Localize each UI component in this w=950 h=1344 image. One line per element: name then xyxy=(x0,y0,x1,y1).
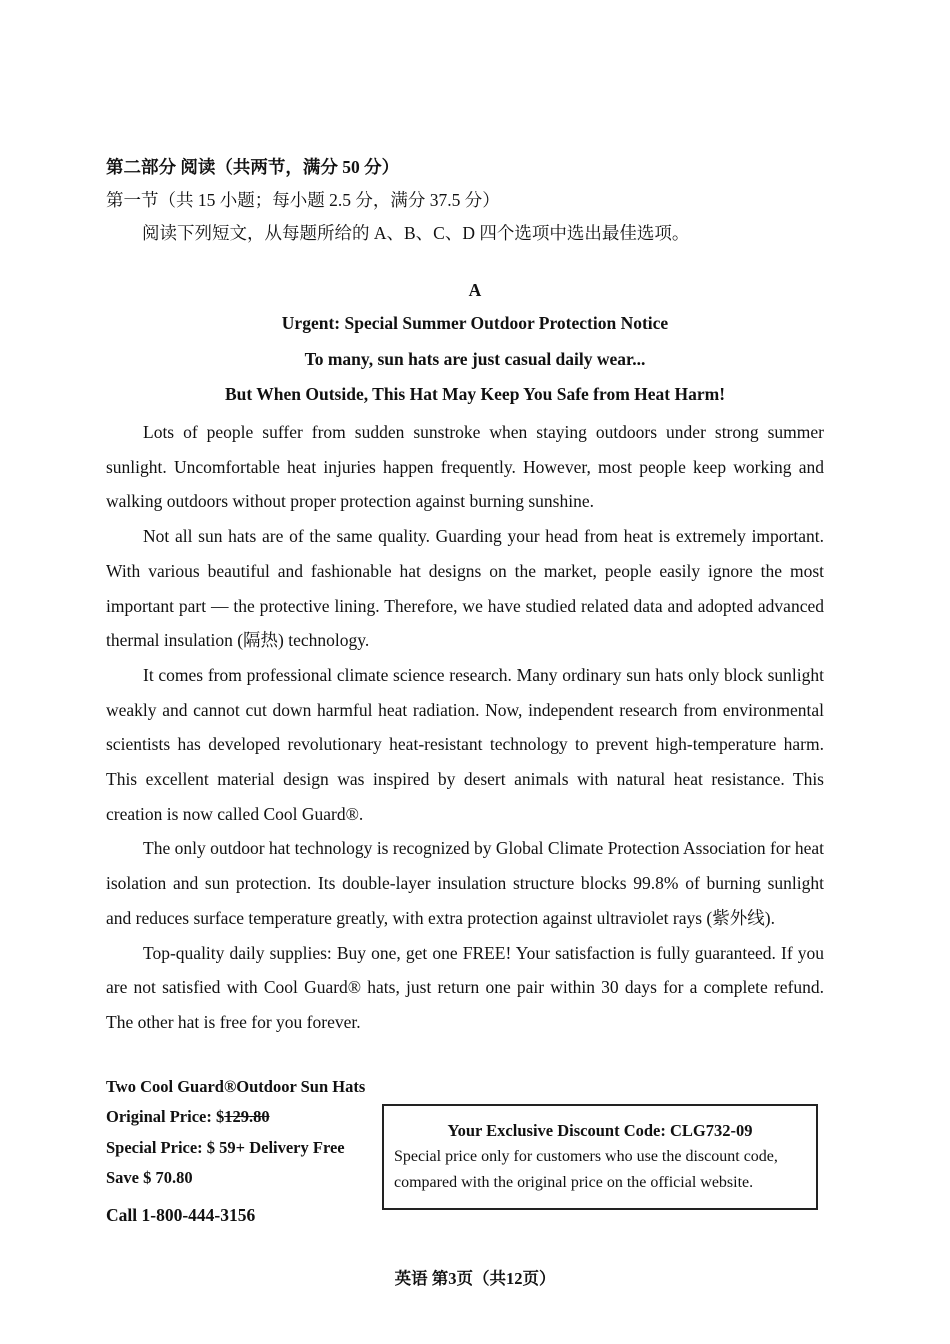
instruction-text: 阅读下列短文，从每题所给的 A、B、C、D 四个选项中选出最佳选项。 xyxy=(142,223,690,243)
paragraph: Top-quality daily supplies: Buy one, get one FREE! Your satisfaction is fully guaranteed. If you are not satisfied with Cool Guard® hats, just return one pair within 30 days for a complete refund. The other hat is free for you forever. xyxy=(106,942,824,1032)
paragraph: Lots of people suffer from sudden sunstroke when staying outdoors under strong summer sunlight. Uncomfortable heat injuries happen frequently. However, most people keep working and walking outdoors without proper protection against burning sunshine. xyxy=(106,422,824,512)
special-price: Special Price: $ 59+ Delivery Free xyxy=(106,1138,345,1157)
page-footer: 英语 第3页（共12页） xyxy=(394,1269,556,1288)
passage-body xyxy=(106,415,824,1040)
discount-code: Your Exclusive Discount Code: CLG732-09 xyxy=(447,1121,753,1140)
passage-subtitle-1: To many, sun hats are just casual daily wear... xyxy=(304,349,646,369)
paragraph: The only outdoor hat technology is recognized by Global Climate Protection Association for heat isolation and sun protection. Its double-layer insulation structure blocks 99.8% of burning sunlight and reduces surface temperature greatly, with extra protection against ultraviolet rays (紫外线). xyxy=(106,838,824,928)
discount-note: Special price only for customers who use the discount code, compared with the original price on the official website. xyxy=(394,1148,778,1191)
original-price xyxy=(106,1106,270,1128)
part-heading: 第二部分 阅读（共两节，满分 50 分） xyxy=(106,157,400,177)
paragraph: Not all sun hats are of the same quality. Guarding your head from heat is extremely important. With various beautiful and fashionable hat designs on the market, people easily ignore the most important part — the protective lining. Therefore, we have studied related data and adopted advanced thermal insulation (隔热) technology. xyxy=(106,526,824,651)
call-number: Call 1-800-444-3156 xyxy=(106,1205,256,1225)
passage-title: Urgent: Special Summer Outdoor Protection Notice xyxy=(281,313,669,333)
discount-box xyxy=(382,1104,818,1210)
original-price-label: Original Price: $ xyxy=(106,1107,225,1126)
original-price-value: 129.80 xyxy=(224,1107,270,1126)
savings: Save $ 70.80 xyxy=(106,1168,193,1187)
passage-label: A xyxy=(468,280,482,300)
section-heading: 第一节（共 15 小题；每小题 2.5 分，满分 37.5 分） xyxy=(106,190,500,210)
product-name: Two Cool Guard®Outdoor Sun Hats xyxy=(106,1077,366,1096)
paragraph: It comes from professional climate science research. Many ordinary sun hats only block sunlight weakly and cannot cut down harmful heat radiation. Now, independent research from environmental scientists has developed revolutionary heat-resistant technology to prevent high-temperature harm. This excellent material design was inspired by desert animals with natural heat resistance. This creation is now called Cool Guard®. xyxy=(106,664,824,824)
passage-subtitle-2: But When Outside, This Hat May Keep You Safe from Heat Harm! xyxy=(224,384,726,404)
